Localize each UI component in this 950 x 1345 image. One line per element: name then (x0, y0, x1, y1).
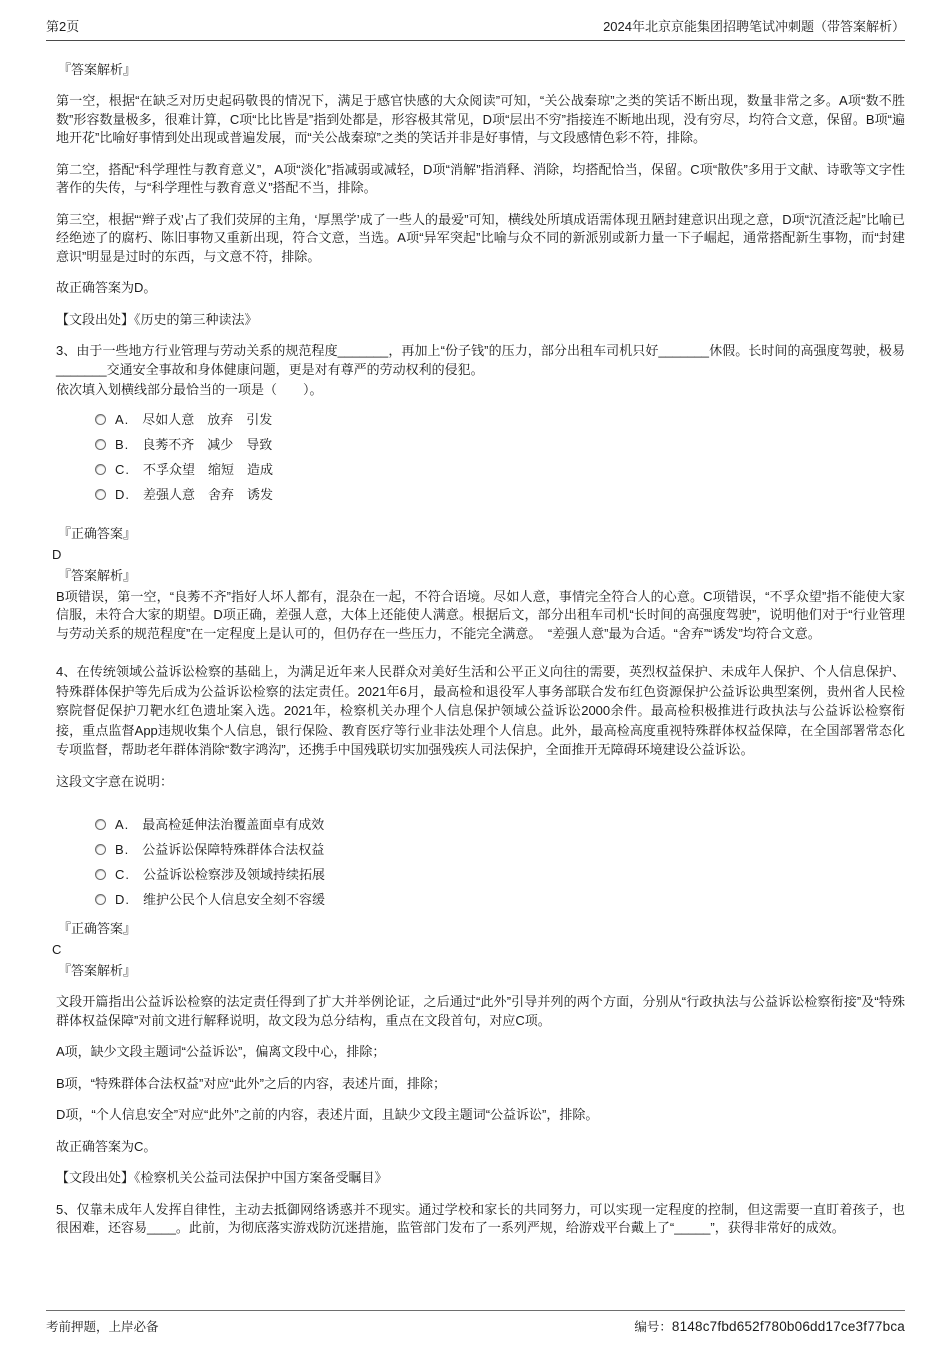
conclusion-text: 故正确答案为C。 (56, 1138, 157, 1154)
option-row[interactable] (95, 866, 905, 883)
option-letter: C. (115, 867, 130, 882)
explanation-paragraph: 文段开篇指出公益诉讼检察的法定责任得到了扩大并举例论证，之后通过“此外”引导并列的两个方面，分别从“行政执法与公益诉讼检察衔接”及“特殊群体权益保障”对前文进行解释说明，故文段为总分结构，重点在文段首句，对应C项。 (56, 994, 905, 1028)
explanation-paragraph: 第一空，根据“在缺乏对历史起码敬畏的情况下，满足于感官快感的大众阅读”可知，“关公战秦琼”之类的笑话不断出现，数量非常之多。A项“数不胜数”形容数量极多，很难计算，C项“比比皆是”指到处都是，形容极其常见，D项“层出不穷”指接连不断地出现，没有穷尽，均符合文意，保留。B项“遍地开花”比喻好事情到处出现或普遍发展，而“关公战秦琼”之类的笑话并非是好事情，与文段感情色彩不符，排除。 (56, 93, 905, 145)
explanation-paragraph: A项，缺少文段主题词“公益诉讼”，偏离文段中心，排除； (56, 1044, 386, 1059)
correct-answer-value: D (52, 546, 62, 562)
page-header (46, 16, 905, 41)
option-letter: B. (115, 436, 130, 452)
option-text: 维护公民个人信息安全刻不容缓 (143, 892, 326, 907)
correct-answer-label: 『正确答案』 (58, 525, 137, 541)
radio-button[interactable] (95, 464, 106, 475)
question-prompt: 这段文字意在说明： (56, 773, 174, 789)
doc-code-value: 8148c7fbd652f780b06dd17ce3f77bca (671, 1319, 905, 1334)
source-reference: 【文段出处】《历史的第三种读法》 (56, 311, 258, 327)
header-doc-title: 2024年北京京能集团招聘笔试冲刺题（带答案解析） (603, 19, 905, 34)
option-text: 差强人意 舍弃 诱发 (143, 486, 274, 502)
answer-analysis-label: 『答案解析』 (58, 963, 137, 978)
option-row[interactable] (95, 841, 905, 858)
option-text: 公益诉讼保障特殊群体合法权益 (142, 842, 325, 857)
option-row[interactable] (95, 486, 905, 503)
option-text: 尽如人意 放弃 引发 (142, 411, 273, 427)
option-text: 不孚众望 缩短 造成 (143, 461, 274, 477)
correct-answer-value: C (52, 942, 62, 957)
option-letter: A. (115, 817, 130, 832)
header-page-number: 第2页 (46, 19, 80, 34)
option-letter: D. (115, 486, 130, 502)
option-row[interactable] (95, 436, 905, 453)
radio-button[interactable] (95, 439, 106, 450)
option-row[interactable] (95, 411, 905, 428)
radio-button[interactable] (95, 869, 106, 880)
correct-answer-label: 『正确答案』 (58, 921, 137, 936)
options-group (46, 411, 905, 503)
page-content (46, 41, 905, 1238)
explanation-paragraph: D项，“个人信息安全”对应“此外”之前的内容，表述片面，且缺少文段主题词“公益诉讼”，排除。 (56, 1107, 599, 1122)
radio-button[interactable] (95, 819, 106, 830)
explanation-paragraph: B项错误，第一空，“良莠不齐”指好人坏人都有，混杂在一起，不符合语境。尽如人意，事情完全符合人的心意。C项错误，“不孚众望”指不能使大家信服，未符合大家的期望。D项正确，差强人意，大体上还能使人满意。根据后文，部分出租车司机“长时间的高强度驾驶”，说明他们对于“行业管理与劳动关系的规范程度”在一定程度上是认可的，但仍存在一些压力，不能完全满意。 “差强人意”最为合适。“舍弃”“诱发”均符合文意。 (56, 588, 905, 641)
answer-analysis-label: 『答案解析』 (58, 62, 137, 77)
footer-slogan: 考前押题，上岸必备 (46, 1320, 159, 1334)
conclusion-text: 故正确答案为D。 (56, 280, 157, 295)
answer-analysis-label: 『答案解析』 (58, 567, 137, 583)
radio-button[interactable] (95, 414, 106, 425)
option-row[interactable] (95, 461, 905, 478)
option-text: 最高检延伸法治覆盖面卓有成效 (142, 817, 325, 832)
option-text: 良莠不齐 减少 导致 (142, 436, 273, 452)
option-row[interactable] (95, 891, 905, 908)
radio-button[interactable] (95, 489, 106, 500)
option-row[interactable] (95, 816, 905, 833)
option-letter: B. (115, 842, 130, 857)
page-footer (46, 1310, 905, 1335)
doc-code-label: 编号： (634, 1320, 672, 1334)
option-letter: A. (115, 411, 130, 427)
source-reference: 【文段出处】《检察机关公益司法保护中国方案备受瞩目》 (56, 1170, 388, 1185)
option-letter: C. (115, 461, 130, 477)
option-text: 公益诉讼检察涉及领域持续拓展 (143, 867, 326, 882)
radio-button[interactable] (95, 844, 106, 855)
question-stem: 5、仅靠未成年人发挥自律性，主动去抵御网络诱惑并不现实。通过学校和家长的共同努力，可以实现一定程度的控制，但这需要一直盯着孩子，也很困难，还容易____。此前，为彻底落实游戏防沉迷措施，监管部门发布了一系列严规，给游戏平台戴上了“_____”，获得非常好的成效。 (56, 1201, 905, 1235)
explanation-paragraph: B项，“特殊群体合法权益”对应“此外”之后的内容，表述片面，排除； (56, 1075, 446, 1091)
option-letter: D. (115, 892, 130, 907)
question-stem: 4、在传统领域公益诉讼检察的基础上，为满足近年来人民群众对美好生活和公平正义向往的需要，英烈权益保护、未成年人保护、个人信息保护、特殊群体保护等先后成为公益诉讼检察的法定责任。2021年6月，最高检和退役军人事务部联合发布红色资源保护公益诉讼典型案例，贵州省人民检察院督促保护刀靶水红色遗址案入选。2021年，检察机关办理个人信息保护领域公益诉讼2000余件。最高检积极推进行政执法与公益诉讼检察衔接，重点监督App违规收集个人信息，银行保险、教育医疗等行业非法处理个人信息。此外，最高检高度重视特殊群体权益保障，在全国部署常态化专项监督，帮助老年群体消除“数字鸿沟”，还携手中国残联切实加强残疾人司法保护，全面推开无障碍环境建设公益诉讼。 (56, 664, 905, 757)
options-group (46, 816, 905, 908)
explanation-paragraph: 第三空，根据“‘辫子戏’占了我们荧屏的主角，‘厚黑学’成了一些人的最爱”可知，横线处所填成语需体现丑陋封建意识出现之意，D项“沉渣泛起”比喻已经绝迹了的腐朽、陈旧事物又重新出现，符合文意，当选。A项“异军突起”比喻与众不同的新派别或新力量一下子崛起，通常搭配新生事物，而“封建意识”明显是过时的东西，与文意不符，排除。 (56, 211, 905, 264)
explanation-paragraph: 第二空，搭配“科学理性与教育意义”，A项“淡化”指减弱或减轻，D项“消解”指消释、消除，均搭配恰当，保留。C项“散佚”多用于文献、诗歌等文字性著作的失传，与“科学理性与教育意义”搭配不当，排除。 (56, 161, 905, 195)
question-stem: 3、由于一些地方行业管理与劳动关系的规范程度_______，再加上“份子钱”的压力，部分出租车司机只好_______休假。长时间的高强度驾驶，极易_______交通安全事故和身体健康问题，更是对有尊严的劳动权利的侵犯。 (56, 343, 905, 377)
radio-button[interactable] (95, 894, 106, 905)
doc-code (634, 1317, 905, 1335)
question-prompt: 依次填入划横线部分最恰当的一项是（ ）。 (56, 382, 323, 397)
